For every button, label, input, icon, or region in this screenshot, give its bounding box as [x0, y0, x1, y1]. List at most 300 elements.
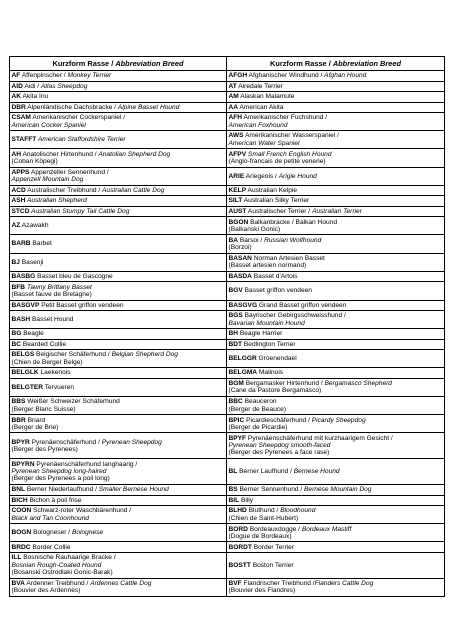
breed-abbreviation: BICH [11, 496, 28, 504]
breed-abbreviation: SILT [228, 197, 243, 205]
table-row [10, 206, 445, 217]
breed-abbreviation: BPYF [228, 434, 247, 442]
cell-line [229, 507, 443, 514]
breed-name: (Berger de Brie) [11, 423, 59, 431]
breed-cell-right [227, 92, 445, 103]
breed-name: Basset bleu de Gascogne [35, 272, 113, 280]
breed-cell-left [10, 131, 227, 149]
breed-cell-right [227, 552, 445, 578]
breed-abbreviation: BGS [228, 312, 243, 320]
breed-abbreviation: BELGMA [228, 369, 258, 377]
breed-abbreviation: BELGTER [11, 383, 44, 391]
table-row [10, 378, 445, 396]
breed-name: Appenzeller Sennenhund / [29, 168, 109, 176]
table-row [10, 196, 445, 207]
cell-line [12, 122, 225, 129]
table-row [10, 102, 445, 113]
breed-cell-left [10, 113, 227, 131]
breed-abbreviation: BELGLK [11, 369, 39, 377]
table-row [10, 149, 445, 167]
breed-abbreviation: AWS [228, 132, 244, 140]
breed-cell-left [10, 253, 227, 271]
breed-cell-right [227, 378, 445, 396]
breed-abbreviation: AZ [11, 222, 21, 230]
table-row [10, 185, 445, 196]
breed-abbreviation: BGM [228, 380, 244, 388]
table-row [10, 235, 445, 253]
cell-line [229, 197, 443, 204]
breed-cell-right [227, 102, 445, 113]
breed-abbreviation: BGON [228, 218, 249, 226]
breed-cell-left [10, 397, 227, 415]
breed-name: (Borzoi) [228, 244, 252, 252]
breed-name-english: Bolognese [71, 529, 104, 537]
header-right-prefix: Kurzform Rasse / [269, 58, 333, 68]
breed-abbreviation: BVA [11, 580, 25, 587]
cell-line [229, 122, 443, 129]
cell-line [12, 93, 225, 100]
breed-abbreviation-table [9, 56, 445, 597]
breed-name: (Anglo-francais de petite venerie) [228, 157, 326, 165]
cell-line [12, 208, 225, 215]
cell-line [229, 158, 443, 165]
cell-line [12, 222, 225, 229]
breed-abbreviation: BH [228, 330, 239, 338]
cell-line [229, 341, 443, 348]
cell-line [12, 359, 225, 366]
breed-name: Border Collie [30, 543, 71, 551]
breed-name-english: Small French English Hound [246, 150, 332, 158]
breed-cell-left [10, 206, 227, 217]
table-row [10, 92, 445, 103]
breed-name: Malinois [257, 369, 284, 377]
breed-name: Anatolischer Hirtenhund / [21, 150, 99, 158]
cell-line [12, 446, 225, 453]
cell-line [229, 72, 443, 79]
cell-line [12, 291, 225, 298]
cell-line [12, 240, 225, 247]
cell-line [229, 151, 443, 158]
cell-line [229, 114, 443, 121]
breed-abbreviation: BASGVG [228, 301, 258, 309]
breed-cell-right [227, 485, 445, 496]
breed-abbreviation: BIL [228, 496, 240, 504]
breed-cell-right [227, 578, 445, 596]
breed-name: Amerikanischer Cockerspaniel / [30, 114, 126, 122]
table-row [10, 81, 445, 92]
breed-name-english: Monkey Terrier [67, 72, 112, 80]
table-row [10, 578, 445, 596]
breed-name: Amerikanischer Wasserspaniel / [243, 132, 339, 140]
breed-cell-right [227, 149, 445, 167]
breed-abbreviation: AFH [228, 114, 243, 122]
breed-cell-left [10, 350, 227, 368]
breed-abbreviation: STCD [11, 207, 30, 215]
cell-line [229, 417, 443, 424]
header-right [227, 57, 445, 71]
breed-cell-left [10, 102, 227, 113]
breed-name: Australischer Terrier / [246, 207, 312, 215]
cell-line [12, 369, 225, 376]
table-row [10, 282, 445, 300]
breed-cell-right [227, 217, 445, 235]
breed-name-english: Pyrenean Sheepdog [101, 438, 162, 446]
breed-abbreviation: AFGH [228, 72, 248, 80]
breed-abbreviation: BS [228, 486, 238, 494]
cell-line [229, 387, 443, 394]
table-row [10, 542, 445, 553]
breed-name: Akita Inu [21, 93, 49, 101]
cell-line [12, 136, 225, 143]
table-row [10, 495, 445, 506]
table-row [10, 350, 445, 368]
breed-cell-right [227, 329, 445, 340]
cell-line [229, 526, 443, 533]
breed-name-english: Bernese Hound [293, 467, 340, 475]
cell-line [229, 380, 443, 387]
breed-cell-left [10, 542, 227, 553]
cell-line [12, 284, 225, 291]
table-row [10, 433, 445, 459]
breed-name-english: Bosnian Rough-Coated Hound [11, 561, 102, 569]
breed-abbreviation: DBR [11, 103, 26, 111]
header-left [10, 57, 227, 71]
breed-cell-right [227, 271, 445, 282]
cell-line [12, 330, 225, 337]
table-body [10, 71, 445, 597]
breed-abbreviation: BG [11, 330, 22, 338]
breed-name: Afghanischer Windhund / [247, 72, 325, 80]
breed-name: Azawakh [20, 222, 49, 230]
cell-line [12, 406, 225, 413]
breed-abbreviation: KELP [228, 186, 247, 194]
breed-name: Basset Hound [30, 315, 74, 323]
breed-name: Bluthund / [246, 507, 281, 515]
cell-line [12, 554, 225, 561]
breed-name: Groenendael [256, 355, 297, 363]
breed-abbreviation: BORD [228, 525, 248, 533]
breed-cell-right [227, 113, 445, 131]
cell-line [12, 351, 225, 358]
breed-abbreviation: BPYRN [11, 460, 35, 468]
breed-cell-left [10, 506, 227, 524]
cell-line [229, 104, 443, 111]
breed-name: Bearded Collie [21, 340, 67, 348]
breed-cell-right [227, 206, 445, 217]
breed-name-english: Bloodhound [280, 507, 316, 515]
breed-cell-left [10, 552, 227, 578]
breed-cell-right [227, 459, 445, 485]
breed-name: Laekenois [38, 369, 71, 377]
breed-name: Barbet [30, 240, 52, 248]
breed-name: Bordeauxdogge / [247, 525, 302, 533]
breed-cell-right [227, 524, 445, 542]
breed-cell-left [10, 433, 227, 459]
cell-line [229, 320, 443, 327]
cell-line [12, 169, 225, 176]
breed-abbreviation: AH [11, 150, 22, 158]
breed-name: Berner Niederlaufhund / [25, 486, 99, 494]
breed-name: Bayrischer Gebirgsschweisshund / [242, 312, 346, 320]
breed-abbreviation: BDT [228, 340, 243, 348]
table-row [10, 253, 445, 271]
breed-cell-right [227, 542, 445, 553]
breed-name-english: Arigie Hound [278, 172, 317, 180]
breed-abbreviation: BELGGR [228, 355, 257, 363]
breed-name: Barsoi / [238, 236, 265, 244]
breed-cell-left [10, 217, 227, 235]
breed-cell-left [10, 196, 227, 207]
breed-cell-left [10, 329, 227, 340]
cell-line [229, 497, 443, 504]
breed-name-english: Bordeaux Mastiff [301, 525, 352, 533]
breed-cell-right [227, 311, 445, 329]
table-row [10, 167, 445, 185]
breed-name: (Berger de Picardie) [228, 423, 288, 431]
breed-abbreviation: ILL [11, 554, 22, 562]
breed-name: Boston Terrier [250, 561, 294, 569]
breed-cell-left [10, 92, 227, 103]
table-header-row [10, 57, 445, 71]
breed-abbreviation: ASH [11, 197, 26, 205]
breed-cell-left [10, 378, 227, 396]
cell-line [229, 369, 443, 376]
cell-line [229, 132, 443, 139]
breed-name-english: Smaller Bernese Hound [98, 486, 169, 494]
breed-name: Australian Silky Terrier [242, 197, 310, 205]
breed-cell-left [10, 485, 227, 496]
table-row [10, 368, 445, 379]
breed-abbreviation: BASH [11, 315, 31, 323]
breed-cell-right [227, 397, 445, 415]
cell-line [229, 398, 443, 405]
breed-name: American Akita [238, 103, 284, 111]
breed-abbreviation: BJ [11, 258, 20, 266]
table-row [10, 506, 445, 524]
breed-name: Alaskan Malamute [238, 93, 295, 101]
cell-line [12, 398, 225, 405]
breed-cell-right [227, 131, 445, 149]
breed-cell-left [10, 415, 227, 433]
breed-abbreviation: BPYR [11, 438, 30, 446]
breed-name: Australischer Treibhund / [25, 186, 103, 194]
breed-name: (Dogue de Bordeaux) [228, 532, 292, 540]
breed-name: Amerikanischer Fuchshund / [242, 114, 328, 122]
breed-name-english: Black and Tan Coonhound [11, 514, 89, 522]
cell-line [229, 562, 443, 569]
breed-name: (Bouvier des Ardennes) [11, 587, 81, 595]
breed-cell-left [10, 235, 227, 253]
breed-name: (Balkanski Gonic) [228, 225, 281, 233]
cell-line [12, 151, 225, 158]
cell-line [229, 533, 443, 540]
cell-line [12, 587, 225, 594]
breed-abbreviation: BRDC [11, 543, 31, 551]
table-row [10, 397, 445, 415]
cell-line [12, 187, 225, 194]
breed-name: Ariegeois / [244, 172, 279, 180]
cell-line [229, 580, 443, 587]
breed-name: (Berger des Pyrenees a poil long) [11, 475, 110, 483]
breed-name-english: Australian Stumpy Tail Cattle Dog [29, 207, 130, 215]
cell-line [12, 515, 225, 522]
header-left-prefix: Kurzform Rasse / [52, 58, 116, 68]
cell-line [229, 244, 443, 251]
breed-cell-right [227, 368, 445, 379]
breed-cell-left [10, 578, 227, 596]
breed-abbreviation: BELGS [11, 351, 35, 359]
breed-name: Basenji [19, 258, 44, 266]
breed-name: (Berger Blanc Suisse) [11, 405, 76, 413]
cell-line [12, 461, 225, 468]
cell-line [229, 237, 443, 244]
breed-name: (Chien de Berger Belge) [11, 358, 83, 366]
breed-name: Pyrenäenschäferhund langhaarig / [34, 460, 138, 468]
table-row [10, 71, 445, 82]
breed-abbreviation: COON [11, 507, 32, 515]
breed-name: (Berger des Pyrenees a face rase) [228, 449, 330, 457]
breed-name-english: Alpine Basset Hound [117, 103, 180, 111]
breed-name: Flandrischer Treibhund / [241, 580, 315, 587]
breed-name: Schwarz-roter Waschbärenhund / [31, 507, 132, 515]
breed-name-english: American Water Spaniel [228, 139, 300, 147]
breed-cell-right [227, 253, 445, 271]
cell-line [12, 197, 225, 204]
breed-name: Petit Basset griffon vendeen [39, 301, 124, 309]
breed-cell-right [227, 433, 445, 459]
breed-name: Bergamasker Hirtenhund / [243, 380, 325, 388]
cell-line [229, 515, 443, 522]
table-row [10, 311, 445, 329]
breed-name: Bedlington Terrier [242, 340, 296, 348]
cell-line [229, 442, 443, 449]
cell-line [229, 406, 443, 413]
breed-abbreviation: BBS [11, 398, 26, 406]
cell-line [229, 544, 443, 551]
cell-line [229, 486, 443, 493]
breed-name-english: American Cocker Spaniel [11, 121, 86, 129]
cell-line [229, 424, 443, 431]
breed-abbreviation: BA [228, 236, 239, 244]
breed-name: (Bouvier des Flandres) [228, 587, 296, 595]
breed-name: Berner Laufhund / [237, 467, 294, 475]
cell-line [229, 355, 443, 362]
breed-name: Belgischer Schäferhund / [34, 351, 112, 359]
breed-name: Bologneser / [31, 529, 72, 537]
breed-cell-left [10, 149, 227, 167]
breed-name: Beauceron [242, 398, 277, 406]
header-left-suffix: Abbreviation Breed [115, 58, 184, 68]
breed-name: Weißer Schweizer Schäferhund [25, 398, 120, 406]
breed-name: (Berger des Pyrenees) [11, 445, 78, 453]
breed-cell-right [227, 300, 445, 311]
breed-abbreviation: BPIC [228, 416, 245, 424]
breed-name: Bosnische Rauhaarige Bracke / [21, 554, 116, 562]
breed-cell-left [10, 71, 227, 82]
table-row [10, 485, 445, 496]
breed-abbreviation: AID [11, 82, 23, 90]
breed-name: Beagle Harrier [238, 330, 283, 338]
breed-abbreviation: BOSTT [228, 561, 251, 569]
breed-abbreviation: BBR [11, 416, 26, 424]
breed-name: Pyrenäenschäferhund / [29, 438, 102, 446]
cell-line [12, 544, 225, 551]
cell-line [229, 93, 443, 100]
breed-name-english: Pyrenean Sheepdog smooth-faced [228, 442, 331, 450]
breed-cell-right [227, 196, 445, 207]
breed-name: Ardenner Treibhund / [24, 580, 91, 587]
table-row [10, 459, 445, 485]
breed-abbreviation: ARIE [228, 172, 245, 180]
cell-line [12, 562, 225, 569]
breed-cell-left [10, 339, 227, 350]
cell-line [12, 529, 225, 536]
breed-cell-left [10, 282, 227, 300]
cell-line [12, 497, 225, 504]
breed-abbreviation: AT [228, 82, 237, 90]
breed-abbreviation: BC [11, 340, 22, 348]
breed-abbreviation: AF [11, 72, 21, 80]
cell-line [12, 72, 225, 79]
breed-abbreviation: BARB [11, 240, 31, 248]
breed-cell-right [227, 185, 445, 196]
breed-cell-left [10, 459, 227, 485]
breed-name-english: Flanders Cattle Dog [314, 580, 374, 587]
cell-line [229, 435, 443, 442]
breed-name: (Cane da Pastore Bergamasco) [228, 387, 322, 395]
breed-name: (Basset artesien normand) [228, 262, 307, 270]
breed-abbreviation: ACD [11, 186, 26, 194]
breed-name-english: Anatolian Shepherd Dog [98, 150, 171, 158]
breed-cell-left [10, 300, 227, 311]
table-row [10, 552, 445, 578]
breed-abbreviation: BASDA [228, 272, 252, 280]
cell-line [229, 302, 443, 309]
cell-line [12, 302, 225, 309]
breed-abbreviation: BBC [228, 398, 243, 406]
breed-abbreviation: BL [228, 467, 238, 475]
breed-name: (Bosanski Ostrodlaki Gonic-Barak) [11, 568, 113, 576]
cell-line [229, 273, 443, 280]
breed-abbreviation: BGV [228, 287, 243, 295]
breed-cell-left [10, 81, 227, 92]
table-row [10, 131, 445, 149]
breed-cell-right [227, 495, 445, 506]
breed-cell-left [10, 524, 227, 542]
breed-name: (Chien de Saint-Hubert) [228, 514, 299, 522]
breed-name: Billy [239, 496, 254, 504]
table-row [10, 329, 445, 340]
breed-name: Airedale Terrier [236, 82, 283, 90]
breed-name: Norman Artesien Basset [251, 254, 325, 262]
cell-line [229, 330, 443, 337]
breed-abbreviation: BASAN [228, 254, 252, 262]
cell-line [12, 384, 225, 391]
breed-name-english: Pyrenean Sheepdog long-haired [11, 467, 107, 475]
cell-line [229, 255, 443, 262]
breed-abbreviation: AFPV [228, 150, 247, 158]
breed-name-english: Tawny Brittany Basset [25, 283, 92, 291]
cell-line [229, 173, 443, 180]
breed-name-english: Bavarian Mountain Hound [228, 319, 305, 327]
breed-name-english: Atlas Sheepdog [40, 82, 88, 90]
breed-abbreviation: CSAM [11, 114, 31, 122]
breed-name: Tervueren [43, 383, 75, 391]
table-row [10, 339, 445, 350]
cell-line [12, 176, 225, 183]
breed-name-english: Picardy Sheepdog [311, 416, 366, 424]
table-row [10, 217, 445, 235]
